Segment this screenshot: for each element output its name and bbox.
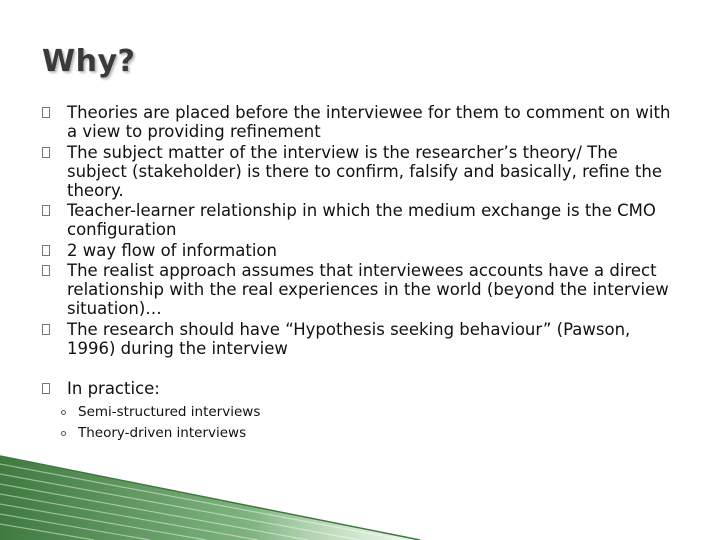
sub-bullet-list	[59, 402, 680, 444]
bullet-box-icon	[42, 383, 50, 394]
slide-title: Why?	[42, 44, 136, 79]
bullet-text: Theories are placed before the interviewee for them to comment on with a view to providing refinement	[67, 103, 671, 141]
sub-bullet-text: Semi-structured interviews	[78, 403, 261, 420]
bullet-item	[40, 103, 680, 141]
bullet-text: The subject matter of the interview is the researcher’s theory/ The subject (stakeholder) is there to confirm, falsify and basically, refine the theory.	[67, 142, 662, 200]
bullet-box-icon	[42, 107, 50, 118]
bullet-item	[40, 241, 680, 260]
sub-bullet-item	[59, 402, 680, 423]
bullet-item	[40, 320, 680, 358]
bullet-text: The realist approach assumes that interviewees accounts have a direct relationship with the real experiences in the world (beyond the interview situation)…	[67, 261, 669, 318]
bullet-text: Teacher-learner relationship in which the medium exchange is the CMO configuration	[67, 201, 656, 239]
sub-bullet-text: Theory-driven interviews	[78, 424, 247, 441]
bullet-box-icon	[42, 245, 50, 256]
bullet-item	[40, 261, 680, 318]
ring-bullet-icon	[61, 410, 66, 415]
bullet-box-icon	[42, 265, 50, 276]
bullet-item-practice	[40, 379, 680, 444]
practice-label: In practice:	[67, 378, 160, 398]
bullet-text: 2 way flow of information	[67, 240, 277, 260]
bullet-box-icon	[42, 324, 50, 335]
bullet-item	[40, 143, 680, 200]
bullet-text: The research should have “Hypothesis seeking behaviour” (Pawson, 1996) during the interview	[67, 319, 631, 358]
green-stripe-decoration	[0, 450, 720, 540]
ring-bullet-icon	[61, 431, 66, 436]
bullet-box-icon	[42, 205, 50, 216]
sub-bullet-item	[59, 423, 680, 444]
bullet-box-icon	[42, 147, 50, 158]
bullet-list	[40, 103, 680, 445]
bullet-item	[40, 201, 680, 239]
